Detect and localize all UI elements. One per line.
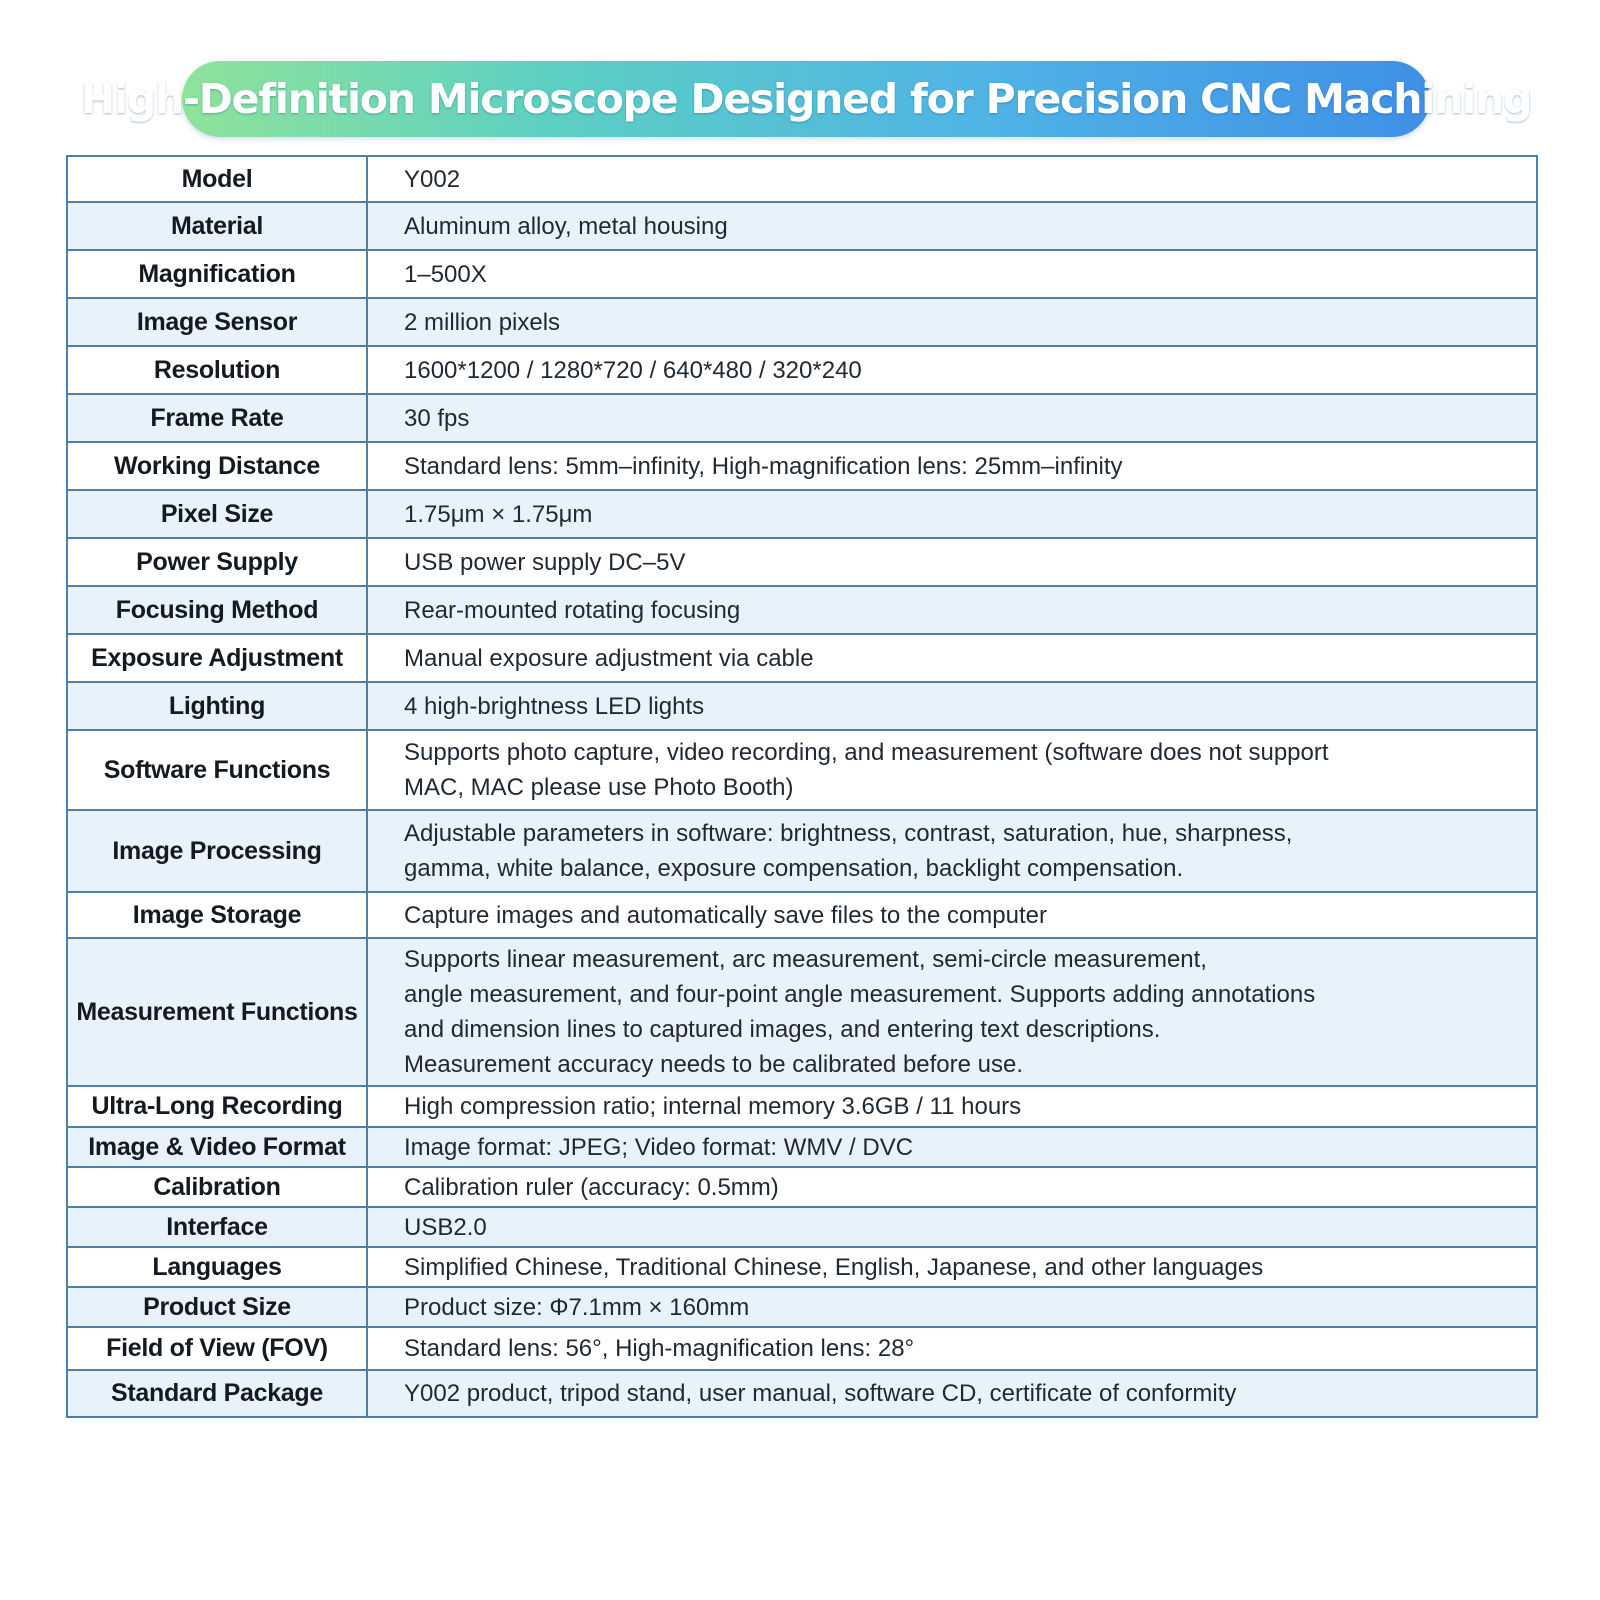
spec-label: Material bbox=[67, 202, 367, 250]
title-banner bbox=[80, 61, 1532, 137]
spec-label: Software Functions bbox=[67, 730, 367, 810]
table-row bbox=[67, 1327, 1537, 1370]
spec-label: Exposure Adjustment bbox=[67, 634, 367, 682]
table-row bbox=[67, 1086, 1537, 1127]
table-row bbox=[67, 938, 1537, 1086]
spec-label: Languages bbox=[67, 1247, 367, 1287]
spec-value bbox=[367, 938, 1537, 1086]
table-row bbox=[67, 1127, 1537, 1167]
spec-value-line: Manual exposure adjustment via cable bbox=[404, 644, 814, 672]
spec-value bbox=[367, 1327, 1537, 1370]
spec-value-line: angle measurement, and four-point angle measurement. Supports adding annotations bbox=[404, 981, 1316, 1008]
spec-value bbox=[367, 892, 1537, 938]
spec-value-line: 30 fps bbox=[404, 404, 470, 432]
spec-value-line: MAC, MAC please use Photo Booth) bbox=[404, 774, 794, 801]
spec-value bbox=[367, 490, 1537, 538]
spec-value bbox=[367, 538, 1537, 586]
spec-value-line: 2 million pixels bbox=[404, 308, 561, 336]
spec-value-line: Rear-mounted rotating focusing bbox=[404, 596, 741, 624]
spec-value-line: Standard lens: 5mm–infinity, High-magnification lens: 25mm–infinity bbox=[404, 452, 1123, 480]
spec-value bbox=[367, 156, 1537, 202]
table-row bbox=[67, 1287, 1537, 1327]
spec-value bbox=[367, 1370, 1537, 1417]
table-row bbox=[67, 490, 1537, 538]
spec-value bbox=[367, 634, 1537, 682]
spec-value-line: Product size: Φ7.1mm × 160mm bbox=[404, 1293, 750, 1321]
spec-label: Measurement Functions bbox=[67, 938, 367, 1086]
spec-value bbox=[367, 682, 1537, 730]
spec-label: Image Sensor bbox=[67, 298, 367, 346]
table-row bbox=[67, 250, 1537, 298]
spec-label: Frame Rate bbox=[67, 394, 367, 442]
spec-value bbox=[367, 1247, 1537, 1287]
spec-value bbox=[367, 1086, 1537, 1127]
table-row bbox=[67, 892, 1537, 938]
spec-value-line: Y002 product, tripod stand, user manual, software CD, certificate of conformity bbox=[404, 1380, 1237, 1407]
spec-value-line: Aluminum alloy, metal housing bbox=[404, 212, 728, 240]
spec-value-line: 1–500X bbox=[404, 260, 487, 288]
spec-label: Magnification bbox=[67, 250, 367, 298]
spec-value bbox=[367, 1167, 1537, 1207]
spec-label: Lighting bbox=[67, 682, 367, 730]
table-row bbox=[67, 156, 1537, 202]
table-row bbox=[67, 682, 1537, 730]
spec-value-line: Simplified Chinese, Traditional Chinese, English, Japanese, and other languages bbox=[404, 1253, 1264, 1281]
spec-value-line: Supports photo capture, video recording, and measurement (software does not support bbox=[404, 739, 1329, 766]
spec-value-line: Y002 bbox=[404, 165, 461, 193]
spec-table-body bbox=[67, 156, 1537, 1417]
spec-value bbox=[367, 394, 1537, 442]
page-title: High-Definition Microscope Designed for Precision CNC Machining bbox=[80, 75, 1532, 123]
spec-value-line: USB2.0 bbox=[404, 1213, 487, 1241]
spec-label: Image & Video Format bbox=[67, 1127, 367, 1167]
spec-label: Image Processing bbox=[67, 810, 367, 892]
table-row bbox=[67, 730, 1537, 810]
table-row bbox=[67, 586, 1537, 634]
spec-value bbox=[367, 810, 1537, 892]
spec-value-line: High compression ratio; internal memory 3.6GB / 11 hours bbox=[404, 1093, 1022, 1120]
spec-value-line: Supports linear measurement, arc measurement, semi-circle measurement, bbox=[404, 946, 1207, 973]
spec-value bbox=[367, 1127, 1537, 1167]
spec-value-line: USB power supply DC–5V bbox=[404, 548, 686, 576]
table-row bbox=[67, 1370, 1537, 1417]
spec-label: Field of View (FOV) bbox=[67, 1327, 367, 1370]
spec-label: Interface bbox=[67, 1207, 367, 1247]
spec-label: Power Supply bbox=[67, 538, 367, 586]
spec-value bbox=[367, 250, 1537, 298]
spec-value bbox=[367, 346, 1537, 394]
table-row bbox=[67, 1207, 1537, 1247]
spec-table bbox=[66, 155, 1538, 1418]
table-row bbox=[67, 634, 1537, 682]
spec-value-line: 1.75μm × 1.75μm bbox=[404, 500, 593, 528]
table-row bbox=[67, 538, 1537, 586]
spec-value-line: gamma, white balance, exposure compensation, backlight compensation. bbox=[404, 855, 1184, 882]
spec-value bbox=[367, 1207, 1537, 1247]
table-row bbox=[67, 346, 1537, 394]
spec-label: Product Size bbox=[67, 1287, 367, 1327]
table-row bbox=[67, 1167, 1537, 1207]
spec-label: Resolution bbox=[67, 346, 367, 394]
spec-label: Pixel Size bbox=[67, 490, 367, 538]
spec-value bbox=[367, 586, 1537, 634]
spec-value-line: and dimension lines to captured images, and entering text descriptions. bbox=[404, 1016, 1161, 1043]
spec-value-line: Image format: JPEG; Video format: WMV / DVC bbox=[404, 1133, 914, 1161]
spec-value-line: 1600*1200 / 1280*720 / 640*480 / 320*240 bbox=[404, 356, 862, 384]
spec-label: Standard Package bbox=[67, 1370, 367, 1417]
spec-value-line: Adjustable parameters in software: brightness, contrast, saturation, hue, sharpness, bbox=[404, 820, 1293, 847]
spec-value bbox=[367, 1287, 1537, 1327]
spec-value-line: Capture images and automatically save files to the computer bbox=[404, 901, 1047, 929]
spec-value bbox=[367, 202, 1537, 250]
spec-label: Image Storage bbox=[67, 892, 367, 938]
spec-label: Calibration bbox=[67, 1167, 367, 1207]
spec-value-line: Standard lens: 56°, High-magnification lens: 28° bbox=[404, 1335, 915, 1362]
spec-label: Working Distance bbox=[67, 442, 367, 490]
table-row bbox=[67, 202, 1537, 250]
table-row bbox=[67, 810, 1537, 892]
table-row bbox=[67, 298, 1537, 346]
spec-label: Ultra-Long Recording bbox=[67, 1086, 367, 1127]
table-row bbox=[67, 442, 1537, 490]
spec-value bbox=[367, 730, 1537, 810]
spec-value-line: Measurement accuracy needs to be calibrated before use. bbox=[404, 1051, 1024, 1078]
spec-value-line: Calibration ruler (accuracy: 0.5mm) bbox=[404, 1173, 779, 1201]
table-row bbox=[67, 394, 1537, 442]
spec-label: Model bbox=[67, 156, 367, 202]
table-row bbox=[67, 1247, 1537, 1287]
spec-label: Focusing Method bbox=[67, 586, 367, 634]
spec-value-line: 4 high-brightness LED lights bbox=[404, 692, 705, 720]
spec-value bbox=[367, 442, 1537, 490]
spec-value bbox=[367, 298, 1537, 346]
